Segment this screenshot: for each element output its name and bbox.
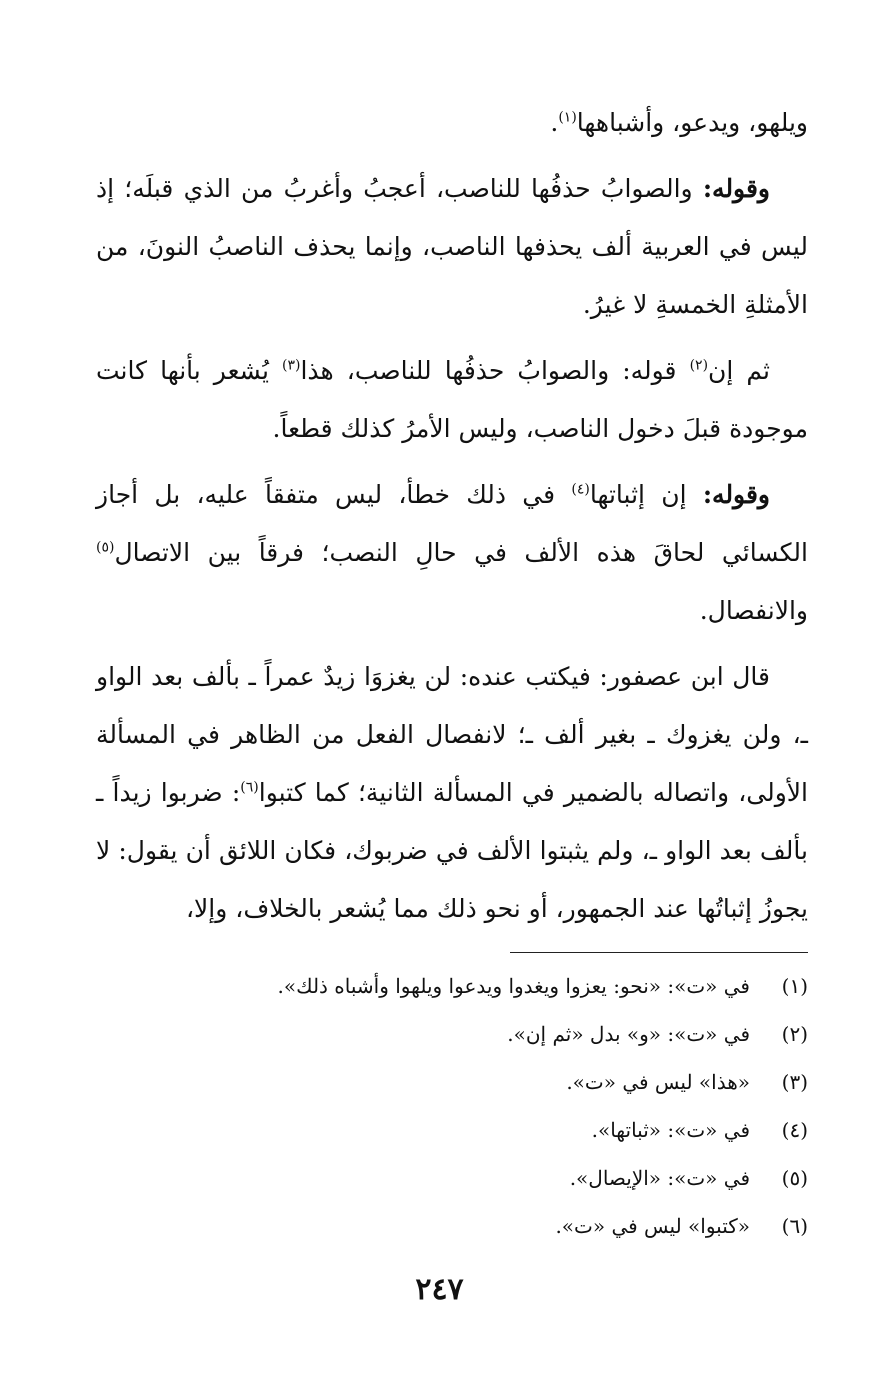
footnote-ref[interactable]: (٣) <box>281 357 301 374</box>
footnote-text: في «ت»: «ثباتها». <box>591 1118 750 1142</box>
lead-word: وقوله: <box>702 480 770 509</box>
footnote-item <box>96 1010 808 1058</box>
footnote-text: في «ت»: «نحو: يعزوا ويغدوا ويدعوا ويلهوا وأشباه ذلك». <box>277 974 750 998</box>
paragraph-1: ويلهو، ويدعو، وأشباهها$^{(١)}$. <box>550 108 808 137</box>
paragraph-4: وقوله: إن إثباتها$^{(٤)}$ في ذلك خطأ، ليس متفقاً عليه، بل أجاز الكسائي لحاقَ هذه الألف في حالِ النصب؛ فرقاً بين الاتصال$^{(٥)}$ والانفصال. <box>96 480 808 625</box>
footnote-ref[interactable]: (١) <box>558 109 577 126</box>
footnote-text: في «ت»: «الإيصال». <box>569 1166 750 1190</box>
footnote-item <box>96 962 808 1010</box>
footnote-number: (٤) <box>781 1118 808 1142</box>
footnote-number: (٦) <box>781 1214 808 1238</box>
footnote-item <box>96 1202 808 1250</box>
footnote-text: «كتبوا» ليس في «ت». <box>555 1214 750 1238</box>
footnote-number: (١) <box>781 974 808 998</box>
footnote-text: في «ت»: «و» بدل «ثم إن». <box>507 1022 750 1046</box>
footnote-number: (٥) <box>781 1166 808 1190</box>
footnotes-list <box>96 962 808 1250</box>
paragraph-2: وقوله: والصوابُ حذفُها للناصب، أعجبُ وأغربُ من الذي قبلَه؛ إذ ليس في العربية ألف يحذفها الناصب، وإنما يحذف الناصبُ النونَ، من الأمثلةِ الخمسةِ لا غيرُ. <box>96 174 808 319</box>
footnote-item <box>96 1058 808 1106</box>
footnote-ref[interactable]: (٦) <box>240 779 259 796</box>
page-number: ٢٤٧ <box>415 1272 464 1307</box>
footnote-number: (٣) <box>781 1070 808 1094</box>
main-text <box>96 94 808 946</box>
paragraph-5: قال ابن عصفور: فيكتب عنده: لن يغزوَا زيدٌ عمراً ـ بألف بعد الواو ـ، ولن يغزوك ـ بغير ألف ـ؛ لانفصال الفعل من الظاهر في المسألة الأولى، واتصاله بالضمير في المسألة الثانية؛ كما كتبوا$^{(٦)}$: ضربوا زيداً ـ بألف بعد الواو ـ، ولم يثبتوا الألف في ضربوك، فكان اللائق أن يقول: لا يجوزُ إثباتُها عند الجمهور، أو نحو ذلك مما يُشعر بالخلاف، وإلا، <box>96 662 809 923</box>
footnote-text: «هذا» ليس في «ت». <box>566 1070 750 1094</box>
paragraph-3: ثم إن$^{(٢)}$ قوله: والصوابُ حذفُها للناصب، هذا$^{(٣)}$ يُشعر بأنها كانت موجودة قبلَ دخول الناصب، وليس الأمرُ كذلك قطعاً. <box>96 356 808 443</box>
footnote-number: (٢) <box>781 1022 808 1046</box>
footnote-item <box>96 1154 808 1202</box>
footnote-item <box>96 1106 808 1154</box>
footnote-divider <box>510 952 808 953</box>
footnote-ref[interactable]: (٢) <box>689 357 709 374</box>
footnote-ref[interactable]: (٤) <box>571 481 590 498</box>
footnote-ref[interactable]: (٥) <box>96 539 115 556</box>
lead-word: وقوله: <box>702 174 770 203</box>
